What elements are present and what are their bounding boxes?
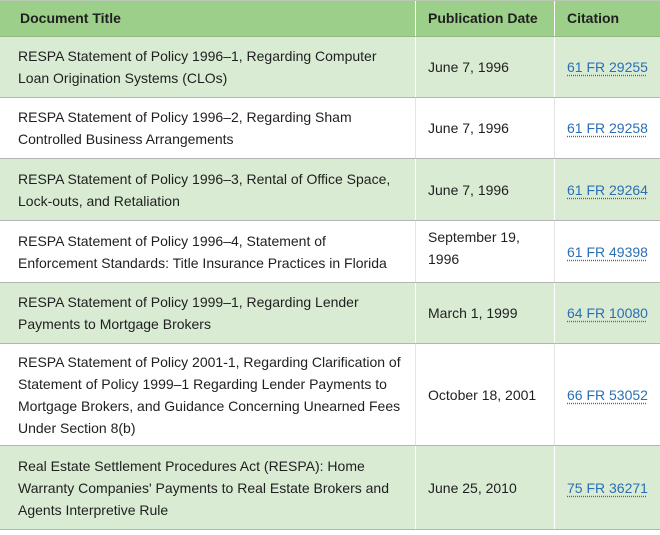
publication-date-cell [416, 37, 555, 97]
publication-date-line: June 25, 2010 [428, 479, 517, 496]
document-title-line: Mortgage Brokers, and Guidance Concerning Unearned Fees [18, 397, 401, 414]
table-row [0, 37, 660, 98]
document-title-line: Statement of Policy 1999–1 Regarding Lender Payments to [18, 375, 387, 392]
publication-date-cell [416, 446, 555, 529]
document-title-line: Controlled Business Arrangements [18, 131, 234, 147]
document-title-line: Payments to Mortgage Brokers [18, 316, 211, 332]
document-title-line: Agents Interpretive Rule [18, 501, 169, 518]
citation-link[interactable]: 61 FR 29264 [567, 181, 648, 198]
document-title-line: RESPA Statement of Policy 1996–3, Rental of Office Space, [18, 170, 391, 187]
header-citation: Citation [567, 10, 620, 26]
publication-date-line: 1996 [428, 251, 460, 267]
document-title-line: RESPA Statement of Policy 2001-1, Regarding Clarification of [18, 353, 401, 370]
document-title-cell [0, 37, 416, 97]
header-document-title: Document Title [0, 1, 416, 36]
table-row [0, 344, 660, 446]
publication-date-line: June 7, 1996 [428, 120, 509, 136]
publication-date-cell [416, 98, 555, 158]
citation-cell [555, 283, 660, 343]
document-title-line: RESPA Statement of Policy 1999–1, Regarding Lender [18, 294, 359, 310]
citation-link[interactable]: 64 FR 10080 [567, 305, 648, 321]
table-row [0, 98, 660, 159]
citation-link[interactable]: 66 FR 53052 [567, 386, 648, 403]
document-title-line: RESPA Statement of Policy 1996–1, Regarding Computer [18, 48, 377, 64]
document-title-line: RESPA Statement of Policy 1996–2, Regarding Sham [18, 109, 352, 125]
document-title-cell [0, 283, 416, 343]
publication-date-cell [416, 344, 555, 445]
publication-date-cell [416, 283, 555, 343]
citation-link[interactable]: 61 FR 29255 [567, 59, 648, 75]
table-header [0, 1, 660, 37]
publication-date-line: March 1, 1999 [428, 305, 518, 321]
citation-link[interactable]: 61 FR 49398 [567, 243, 648, 260]
citation-cell [555, 446, 660, 529]
document-title-line: RESPA Statement of Policy 1996–4, Statement of [18, 232, 326, 249]
publication-date-line: June 7, 1996 [428, 59, 509, 75]
citation-cell [555, 344, 660, 445]
citation-link[interactable]: 75 FR 36271 [567, 479, 648, 496]
table-row [0, 446, 660, 530]
publication-date-line: October 18, 2001 [428, 386, 537, 403]
publication-date-cell [416, 159, 555, 220]
table-row [0, 221, 660, 283]
citation-cell [555, 98, 660, 158]
citation-cell [555, 37, 660, 97]
citation-cell [555, 221, 660, 282]
document-title-cell [0, 98, 416, 158]
table-body [0, 37, 660, 530]
table-row [0, 283, 660, 344]
document-title-cell [0, 344, 416, 445]
document-title-line: Lock-outs, and Retaliation [18, 192, 180, 209]
publication-date-cell [416, 221, 555, 282]
citation-link[interactable]: 61 FR 29258 [567, 120, 648, 136]
publication-date-line: September 19, [428, 229, 520, 245]
document-title-line: Enforcement Standards: Title Insurance Practices in Florida [18, 254, 387, 271]
header-publication-date: Publication Date [416, 1, 555, 36]
document-title-cell [0, 446, 416, 529]
document-title-cell [0, 159, 416, 220]
document-title-line: Under Section 8(b) [18, 419, 136, 436]
table-row [0, 159, 660, 221]
document-title-line: Real Estate Settlement Procedures Act (RESPA): Home [18, 457, 365, 474]
publication-date-line: June 7, 1996 [428, 181, 509, 198]
citation-cell [555, 159, 660, 220]
document-title-line: Warranty Companies' Payments to Real Estate Brokers and [18, 479, 389, 496]
document-title-line: Loan Origination Systems (CLOs) [18, 70, 228, 86]
document-title-cell [0, 221, 416, 282]
